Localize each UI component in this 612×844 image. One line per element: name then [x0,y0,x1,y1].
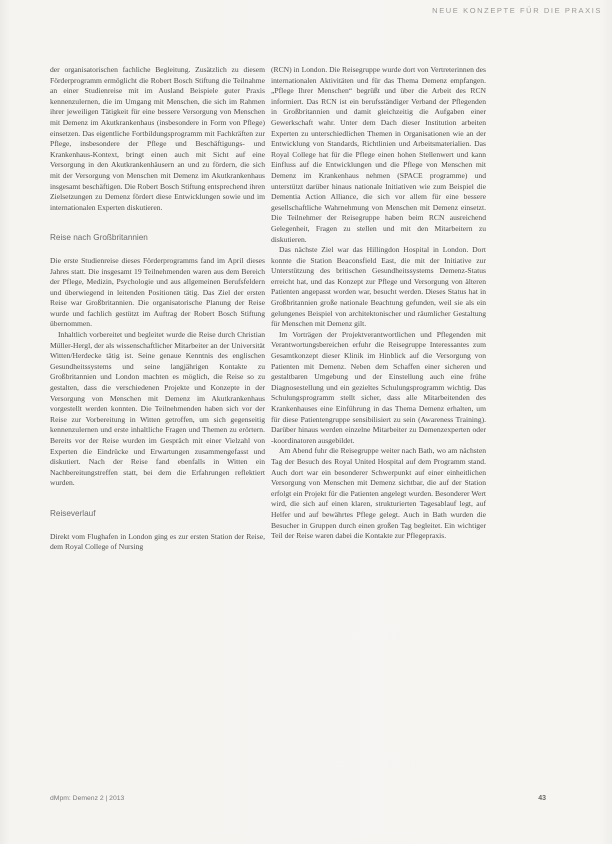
section-heading-reiseverlauf: Reiseverlauf [50,508,96,518]
left-column [50,65,265,553]
paragraph: der organisatorischen fachliche Begleitung. Zusätzlich zu diesem Förderprogramm ermöglicht die Robert Bosch Stiftung die Teilnahme an einer Studienreise mit im Ausland Beispiele guter Praxis kennenzulernen, die im Umgang mit Menschen, die sich im Rahmen ihrer jeweiligen Tätigkeit für eine bessere Versorgung von Menschen mit Demenz im Akutkrankenhaus (insbesondere in Form von Pflege) einsetzen. Das eigentliche Fortbildungsprogramm mit Fachkräften zur Pflege, insbesondere der Pflege und Beschäftigungs- und Krankenhaus-Kontext, bringt einen auch mit Sicht auf eine Versorgung in den Akutkrankenhäusern an und zu fördern, die sich mit der Versorgung von Menschen mit Demenz im Akutkrankenhaus insgesamt beschäftigen. Die Robert Bosch Stiftung entsprechend ihren Zielsetzungen zu Demenz fördert diese Entwicklungen sowie und im internationalen Experten diskutieren. [50,65,265,212]
footer-journal-title: dMpm: Demenz 2 | 2013 [50,795,125,802]
paragraph: Direkt vom Flughafen in London ging es zur ersten Station der Reise, dem Royal College of Nursing [50,531,265,552]
paragraph: Inhaltlich vorbereitet und begleitet wurde die Reise durch Christian Müller-Hergl, der als wissenschaftlicher Mitarbeiter an der Universität Witten/Herdecke tätig ist. Seine genaue Kenntnis des englischen Gesundheitssystems und seine langjährigen Kontakte zu Großbritannien und London machten es möglich, die Reise so zu gestalten, dass die verschiedenen Projekte und Konzepte in der Versorgung von Menschen mit Demenz im Akutkrankenhaus vorgestellt werden konnten. Die Teilnehmenden haben sich vor der Reise zur Vorbereitung in Witten getroffen, um sich gegenseitig kennenzulernen und erste inhaltliche Fragen und Themen zu erörtern. Bereits vor der Reise wurden im Gespräch mit einer Vielzahl von Experten die Eindrücke und Erwartungen zusammengefasst und diskutiert. Nach der Reise fand ebenfalls in Witten ein Nachbereitungstreffen statt, bei dem die Erfahrungen reflektiert wurden. [50,330,265,488]
right-column [271,65,486,542]
paragraph: Am Abend fuhr die Reisegruppe weiter nach Bath, wo am nächsten Tag der Besuch des Royal United Hospital auf dem Programm stand. Auch dort war ein besonderer Schwerpunkt auf einer einheitlichen Versorgung von Menschen mit Demenz sichtbar, die auf der Station erfolgt ein Projekt für die Patienten angelegt wurden. Besonderer Wert wird, die sich auf einen klaren, strukturierten Tagesablauf legt, auf Helfer und auf bewährtes Pflege gelegt. Auch in Bath wurden die Besucher in Gruppen durch einen großen Tag begleitet. Ein wichtiger Teil der Reise waren dabei die Kontakte zur Pflegepraxis. [271,446,486,541]
page-number: 43 [538,795,546,802]
section-heading-reise: Reise nach Großbritannien [50,233,148,243]
paragraph: Im Vorträgen der Projektverantwortlichen und Pflegenden mit Verantwortungsbereichen erfuhr die Reisegruppe Interessantes zum Gesamtkonzept dieser Klinik im Hinblick auf die Versorgung von Patienten mit Demenz. Neben dem Schaffen einer sicheren und gestaltbaren Umgebung und der Einstellung auch eine frühe Diagnosestellung und ein gezieltes Schulungsprogramm wichtig. Das Schulungsprogramm stellt sicher, dass alle Mitarbeitenden des Krankenhauses eine Einführung in das Thema Demenz erhalten, um für diese Patientengruppe sensibilisiert zu sein (Awareness Training). Darüber hinaus werden einzelne Mitarbeiter zu Demenzexperten oder -koordinatoren ausgebildet. [271,329,486,445]
paragraph: Die erste Studienreise dieses Förderprogramms fand im April dieses Jahres statt. Die insgesamt 19 Teilnehmenden waren aus dem Bereich der Pflege, Medizin, Psychologie und aus allgemeinen Berufsfeldern und überwiegend in leitenden Positionen tätig. Das Ziel der ersten Reise war Großbritannien. Die organisatorische Planung der Reise wurde und fachlich gestützt im Auftrag der Robert Bosch Stiftung übernommen. [50,255,265,329]
paragraph: (RCN) in London. Die Reisegruppe wurde dort von Vertreterinnen des internationalen Aktivitäten und für das Thema Demenz empfangen. „Pflege Ihrer Menschen“ begrüßt und über die Arbeit des RCN informiert. Das RCN ist ein berufsständiger Verband der Pflegenden in Großbritannien und damit gleichzeitig die Aufgaben einer Gewerkschaft wahr. Unter dem Dach dieser Institution arbeiten Experten zu unterschiedlichen Themen in Organisationen wie an der Entwicklung von Standards, Richtlinien und Arbeitsmaterialien. Das Royal College hat für die Pflege einen hohen Stellenwert und kann Einfluss auf die Entwicklungen und die Pflege von Menschen mit Demenz im Krankenhaus nehmen (SPACE programme) und unterstützt darüber hinaus nationale Initiativen wie zum Beispiel die Dementia Action Alliance, die sich vor allem für eine bessere gesellschaftliche Wahrnehmung von Menschen mit Demenz einsetzt. Die Teilnehmer der Reisegruppe haben beim RCN ausreichend Gelegenheit, Fragen zu stellen und mit den Mitarbeitern zu diskutieren. [271,65,486,244]
paragraph: Das nächste Ziel war das Hillingdon Hospital in London. Dort konnte die Station Beaconsfield East, die mit der Initiative zur Unterstützung des britischen Gesundheitssystems Demenz-Status erreicht hat, und das Konzept zur Pflege und Versorgung von älteren Patienten angepasst worden war, besucht werden. Dieses Status hat in Großbritannien große nationale Beachtung gefunden, weil sie als ein gelungenes Beispiel von architektonischer und räumlicher Gestaltung für Menschen mit Demenz gilt. [271,245,486,329]
running-header: NEUE KONZEPTE FÜR DIE PRAXIS [432,6,602,15]
